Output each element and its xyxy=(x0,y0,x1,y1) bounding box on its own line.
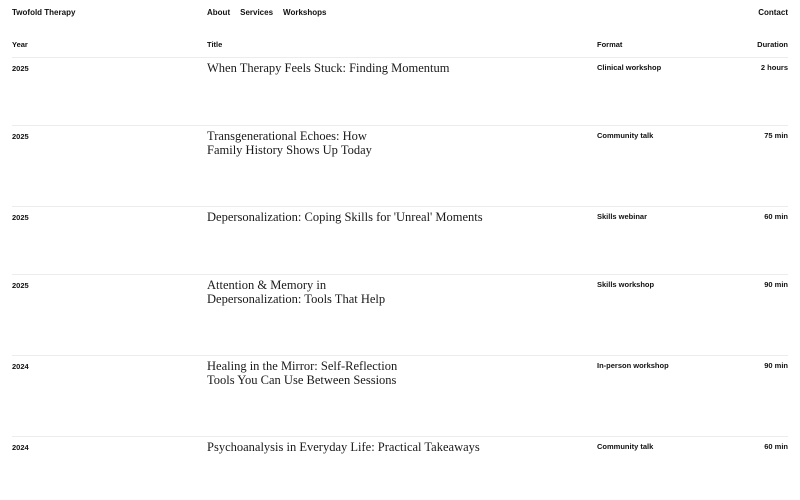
row-duration: 60 min xyxy=(764,212,788,221)
column-header-duration: Duration xyxy=(757,40,788,49)
column-header-year: Year xyxy=(12,40,28,49)
table-row[interactable] xyxy=(12,57,788,125)
column-header-format: Format xyxy=(597,40,623,49)
row-title[interactable]: Depersonalization: Coping Skills for 'Unreal' Moments xyxy=(207,210,483,224)
row-year: 2024 xyxy=(12,362,29,371)
row-year: 2025 xyxy=(12,64,29,73)
column-header-title: Title xyxy=(207,40,223,49)
table-row[interactable] xyxy=(12,125,788,206)
nav-link-about[interactable]: About xyxy=(207,8,231,17)
row-duration: 2 hours xyxy=(760,63,788,72)
row-title[interactable]: Transgenerational Echoes: How Family History Shows Up Today xyxy=(207,129,372,157)
top-navigation xyxy=(0,0,800,24)
row-title[interactable]: Attention & Memory in Depersonalization: Tools That Help xyxy=(207,278,386,306)
row-year: 2025 xyxy=(12,213,29,222)
table-row[interactable] xyxy=(12,355,788,436)
nav-link-services[interactable]: Services xyxy=(240,8,274,17)
row-year: 2025 xyxy=(12,281,29,290)
row-title[interactable]: When Therapy Feels Stuck: Finding Momentum xyxy=(207,61,450,75)
row-duration: 75 min xyxy=(764,131,788,140)
row-duration: 90 min xyxy=(764,361,788,370)
nav-links xyxy=(207,8,326,17)
row-duration: 90 min xyxy=(764,280,788,289)
row-title[interactable]: Psychoanalysis in Everyday Life: Practical Takeaways xyxy=(207,440,480,454)
row-format: Skills webinar xyxy=(597,212,648,221)
row-title[interactable]: Healing in the Mirror: Self-Reflection Tools You Can Use Between Sessions xyxy=(207,359,398,387)
row-year: 2024 xyxy=(12,443,29,452)
brand-link[interactable]: Twofold Therapy xyxy=(12,8,76,17)
workshops-table xyxy=(12,57,788,496)
row-duration: 60 min xyxy=(764,442,788,451)
row-format: In-person workshop xyxy=(597,361,669,370)
table-header xyxy=(0,40,800,58)
row-format: Community talk xyxy=(597,131,654,140)
table-row[interactable] xyxy=(12,206,788,274)
table-row[interactable] xyxy=(12,274,788,355)
row-format: Community talk xyxy=(597,442,654,451)
row-year: 2025 xyxy=(12,132,29,141)
nav-link-workshops[interactable]: Workshops xyxy=(283,8,327,17)
table-row[interactable] xyxy=(12,436,788,496)
row-format: Skills workshop xyxy=(597,280,655,289)
nav-link-contact[interactable]: Contact xyxy=(758,8,788,17)
row-format: Clinical workshop xyxy=(597,63,662,72)
